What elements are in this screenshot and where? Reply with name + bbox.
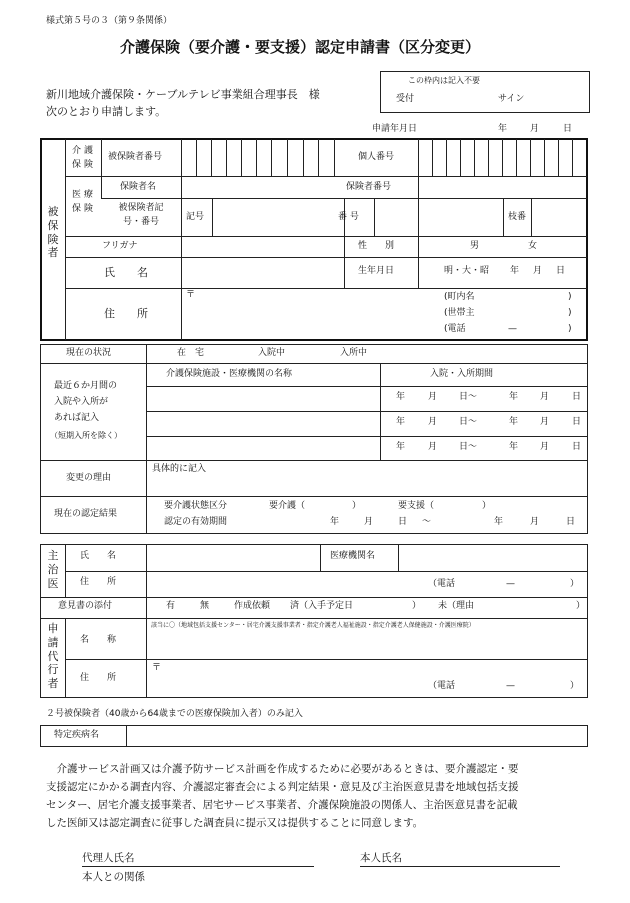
period-end-month: 月	[530, 517, 540, 527]
care-need-label: 要介護（	[269, 501, 306, 511]
history-label-1: 最近６か月間の	[54, 381, 118, 391]
opinion-yes[interactable]: 有	[166, 601, 176, 611]
support-need-label: 要支援（	[398, 501, 435, 511]
dob-label: 生年月日	[358, 266, 395, 276]
form-title: 介護保険（要介護・要支援）認定申請書（区分変更）	[120, 38, 481, 56]
period-start-day: 日	[398, 517, 408, 527]
doctor-name-label: 氏 名	[80, 551, 117, 561]
period-tilde: 〜	[422, 517, 432, 527]
household-label: (世帯主	[444, 308, 475, 318]
sex-label: 性 別	[358, 241, 395, 251]
personal-number-label: 個人番号	[358, 152, 395, 162]
from-month: 月	[428, 392, 438, 402]
from-year: 年	[396, 417, 406, 427]
from-day: 日〜	[459, 392, 478, 402]
from-month: 月	[428, 417, 438, 427]
from-year: 年	[396, 442, 406, 452]
period-end-day: 日	[566, 517, 576, 527]
period-header: 入院・入所期間	[430, 369, 494, 379]
kigo-label: 記号	[186, 212, 205, 222]
kaigo-hoken-label: 介護保険	[71, 146, 96, 170]
sex-male[interactable]: 男	[470, 241, 480, 251]
hospital-name-label: 医療機関名	[330, 551, 376, 561]
status-label: 現在の状況	[66, 348, 112, 358]
to-day: 日	[572, 392, 582, 402]
to-month: 月	[540, 392, 550, 402]
opinion-done[interactable]: 済（入手予定日	[290, 601, 354, 611]
to-day: 日	[572, 417, 582, 427]
era-options[interactable]: 明・大・昭	[444, 266, 490, 276]
from-year: 年	[396, 392, 406, 402]
opinion-no[interactable]: 無	[200, 601, 210, 611]
office-use-note: この枠内は記入不要	[408, 76, 480, 85]
to-day: 日	[572, 442, 582, 452]
dob-year: 年	[510, 266, 520, 276]
tel-dash: —	[508, 324, 517, 334]
consent-line: 介護サービス計画又は介護予防サービス計画を作成するために必要があるときは、要介護認定・要	[46, 763, 519, 775]
agent-tel-label: （電話	[428, 681, 456, 691]
disease-row	[40, 725, 588, 747]
reason-label: 変更の理由	[66, 473, 112, 483]
agent-address-label: 住 所	[80, 673, 117, 683]
to-month: 月	[540, 417, 550, 427]
close-paren: )	[568, 292, 572, 302]
apply-year: 年	[498, 124, 508, 134]
agent-side-label: 申請代行者	[47, 622, 59, 690]
agent-name-label: 名 称	[80, 635, 117, 645]
from-month: 月	[428, 442, 438, 452]
period-start-month: 月	[364, 517, 374, 527]
dob-month: 月	[533, 266, 543, 276]
sign-label: サイン	[498, 94, 525, 104]
close-paren: )	[568, 308, 572, 318]
second-insured-note: ２号被保険者（40歳から64歳までの医療保険加入者）のみ記入	[46, 709, 303, 719]
reason-hint: 具体的に記入	[152, 464, 207, 474]
result-label: 現在の認定結果	[54, 509, 118, 519]
edaban-label: 枝番	[508, 212, 527, 222]
agent-signature-line[interactable]	[82, 866, 314, 867]
status-table	[40, 344, 588, 534]
close-paren: ）	[570, 579, 580, 589]
period-end-year: 年	[494, 517, 504, 527]
insured-side-label: 被保険者	[47, 205, 59, 260]
apply-day: 日	[563, 124, 573, 134]
to-month: 月	[540, 442, 550, 452]
agent-type-note: 該当に〇（地域包括支援センター・居宅介護支援事業者・指定介護老人福祉施設・指定介護老人保健施設・介護医療院）	[151, 622, 475, 629]
close-paren: ）	[352, 501, 362, 511]
doctor-agent-table	[40, 544, 588, 698]
tel-dash: —	[506, 681, 515, 691]
close-paren: ）	[570, 681, 580, 691]
consent-line: した医師又は認定調査に従事した調査員に提示又は提供することに同意します。	[46, 817, 424, 829]
valid-period-label: 認定の有効期間	[164, 517, 228, 527]
from-day: 日〜	[459, 442, 478, 452]
received-label: 受付	[396, 94, 415, 104]
address-label: 住 所	[104, 307, 148, 320]
consent-line: センター、居宅介護支援事業者、居宅サービス事業者、介護保険施設の関係人、主治医意見書を記載	[46, 799, 518, 811]
doctor-side-label: 主治医	[47, 549, 59, 590]
insured-number-label: 被保険者番号	[108, 152, 163, 162]
doctor-address-label: 住 所	[80, 577, 117, 587]
apply-month: 月	[530, 124, 540, 134]
self-signature-label: 本人氏名	[360, 852, 402, 864]
doctor-tel-label: （電話	[428, 579, 456, 589]
status-facility[interactable]: 入所中	[340, 348, 368, 358]
apply-date-label: 申請年月日	[372, 124, 418, 134]
agent-postal-mark: 〒	[152, 663, 162, 673]
to-year: 年	[509, 392, 519, 402]
request-statement: 次のとおり申請します。	[46, 105, 167, 118]
opinion-label: 意見書の添付	[58, 601, 113, 611]
close-paren: )	[568, 324, 572, 334]
opinion-not-yet[interactable]: 未（理由	[438, 601, 475, 611]
iryo-hoken-label: 医療保険	[71, 190, 96, 215]
addressee: 新川地域介護保険・ケーブルテレビ事業組合理事長 様	[46, 88, 320, 101]
sex-female[interactable]: 女	[528, 241, 538, 251]
postal-mark: 〒	[186, 290, 196, 300]
form-number: 様式第５号の３（第９条関係）	[46, 16, 173, 26]
opinion-request-label: 作成依頼	[234, 601, 271, 611]
agent-signature-label: 代理人氏名	[82, 852, 135, 864]
name-label: 氏 名	[104, 266, 148, 279]
bango-label: 番 号	[338, 212, 359, 222]
insurer-name-label: 保険者名	[120, 182, 157, 192]
status-hospital[interactable]: 入院中	[258, 348, 286, 358]
tel-dash: —	[506, 579, 515, 589]
insurer-number-label: 保険者番号	[346, 182, 392, 192]
facility-name-header: 介護保険施設・医療機関の名称	[166, 369, 293, 379]
status-home[interactable]: 在 宅	[177, 348, 205, 358]
to-year: 年	[509, 442, 519, 452]
insured-tel-label: (電話	[444, 324, 466, 334]
period-start-year: 年	[330, 517, 340, 527]
history-label-2: 入院や入所が	[54, 397, 109, 407]
dob-day: 日	[556, 266, 566, 276]
disease-label: 特定疾病名	[54, 730, 100, 740]
close-paren: ）	[576, 601, 586, 611]
to-year: 年	[509, 417, 519, 427]
from-day: 日〜	[459, 417, 478, 427]
history-label-4: （短期入所を除く）	[50, 431, 122, 440]
town-label: (町内名	[444, 292, 475, 302]
symbol-number-label: 被保険者記号・番号	[118, 203, 164, 227]
relation-label: 本人との関係	[82, 871, 145, 883]
close-paren: ）	[412, 601, 422, 611]
consent-line: 支援認定にかかる調査内容、介護認定審査会による判定結果・意見及び主治医意見書を地域包括支援	[46, 781, 519, 793]
history-label-3: あれば記入	[54, 413, 100, 423]
furigana-label: フリガナ	[102, 241, 138, 251]
close-paren: ）	[482, 501, 492, 511]
care-level-label: 要介護状態区分	[164, 501, 228, 511]
self-signature-line[interactable]	[360, 866, 560, 867]
